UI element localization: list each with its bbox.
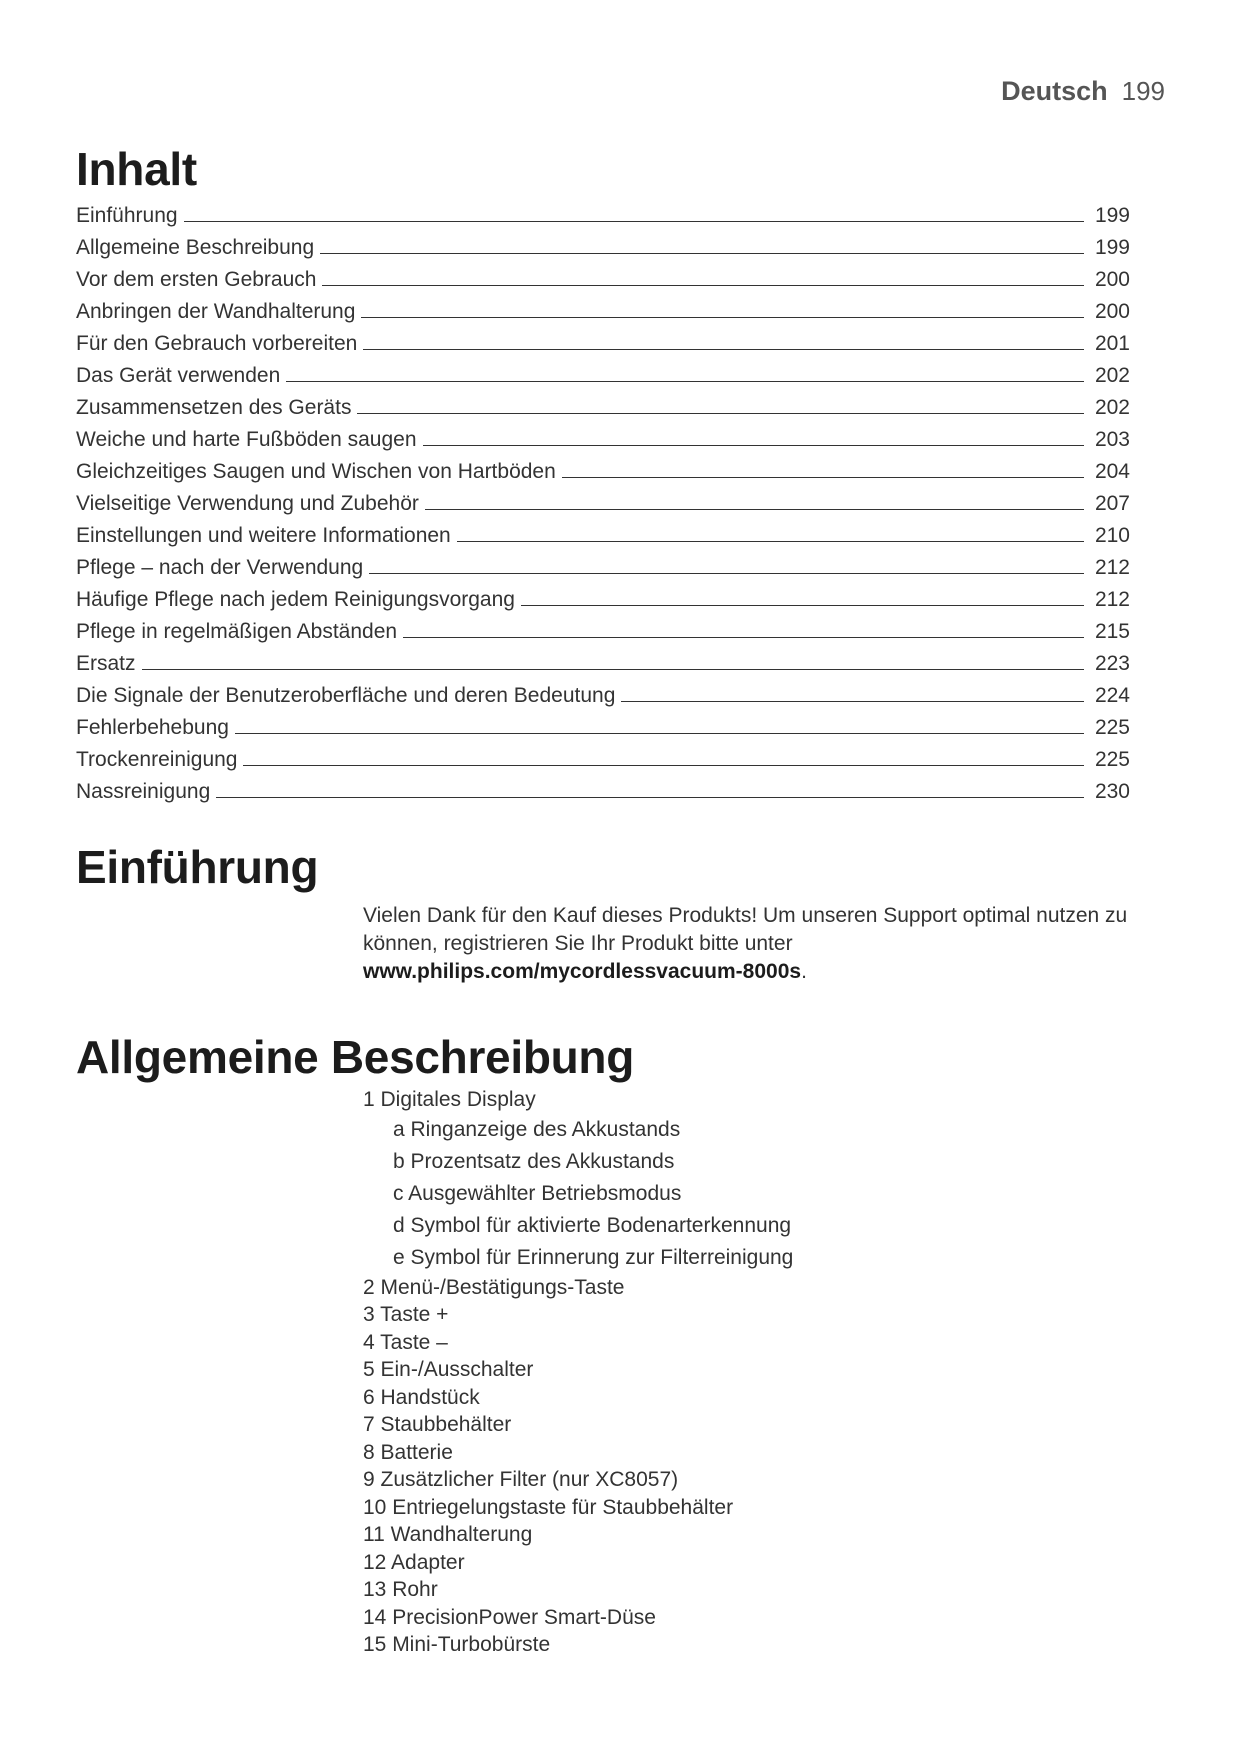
- toc-leader-line: [363, 348, 1084, 350]
- toc-leader-line: [369, 572, 1084, 574]
- toc-entry[interactable]: [76, 548, 1130, 580]
- description-subitem: d Symbol für aktivierte Bodenarterkennung: [393, 1213, 792, 1237]
- toc-leader-line: [521, 604, 1084, 606]
- toc-entry-label: Einstellungen und weitere Informationen: [76, 524, 451, 547]
- toc-entry[interactable]: [76, 228, 1130, 260]
- toc-entry-page: 200: [1094, 268, 1130, 291]
- toc-leader-line: [361, 316, 1084, 318]
- toc-entry-page: 199: [1094, 236, 1130, 259]
- url-suffix: .: [801, 960, 807, 983]
- intro-paragraph: [363, 902, 1163, 986]
- description-subitem: b Prozentsatz des Akkustands: [393, 1149, 675, 1173]
- toc-entry-page: 204: [1094, 460, 1130, 483]
- toc-entry-label: Vielseitige Verwendung und Zubehör: [76, 492, 419, 515]
- toc-leader-line: [457, 540, 1084, 542]
- description-item: 4 Taste –: [363, 1330, 448, 1354]
- description-item: 15 Mini-Turbobürste: [363, 1633, 551, 1656]
- toc-leader-line: [423, 444, 1084, 446]
- toc-entry-page: 207: [1094, 492, 1130, 515]
- toc-entry[interactable]: [76, 292, 1130, 324]
- toc-entry-page: 212: [1094, 588, 1130, 611]
- language-label: Deutsch: [1001, 76, 1108, 106]
- toc-entry-label: Anbringen der Wandhalterung: [76, 300, 356, 323]
- toc-entry-label: Gleichzeitiges Saugen und Wischen von Hartböden: [76, 460, 556, 483]
- toc-entry[interactable]: [76, 708, 1130, 740]
- toc-entry[interactable]: [76, 772, 1130, 804]
- toc-leader-line: [562, 476, 1084, 478]
- toc-leader-line: [322, 284, 1084, 286]
- toc-entry-label: Allgemeine Beschreibung: [76, 236, 315, 259]
- toc-entry-page: 215: [1094, 620, 1130, 643]
- toc-leader-line: [357, 412, 1084, 414]
- toc-entry-label: Das Gerät verwenden: [76, 364, 281, 387]
- toc-entry[interactable]: [76, 612, 1130, 644]
- toc-entry[interactable]: [76, 356, 1130, 388]
- toc-leader-line: [425, 508, 1084, 510]
- toc-entry-label: Für den Gebrauch vorbereiten: [76, 332, 358, 355]
- description-item: 12 Adapter: [363, 1550, 465, 1574]
- description-item: 7 Staubbehälter: [363, 1413, 512, 1436]
- toc-entry[interactable]: [76, 420, 1130, 452]
- toc-entry[interactable]: [76, 676, 1130, 708]
- page-number: 199: [1121, 76, 1165, 106]
- toc-entry-page: 200: [1094, 300, 1130, 323]
- description-item: 11 Wandhalterung: [363, 1523, 533, 1546]
- toc-entry-page: 210: [1094, 524, 1130, 547]
- toc-leader-line: [286, 380, 1084, 382]
- toc-entry-label: Pflege – nach der Verwendung: [76, 556, 364, 579]
- toc-entry-page: 203: [1094, 428, 1130, 451]
- toc-entry-page: 202: [1094, 396, 1130, 419]
- table-of-contents: [76, 196, 1130, 804]
- toc-entry[interactable]: [76, 324, 1130, 356]
- toc-entry-label: Trockenreinigung: [76, 748, 238, 771]
- toc-entry-page: 212: [1094, 556, 1130, 579]
- toc-entry[interactable]: [76, 644, 1130, 676]
- toc-leader-line: [235, 732, 1084, 734]
- toc-entry-page: 199: [1094, 204, 1130, 227]
- page-header: [1001, 76, 1165, 107]
- description-item: 1 Digitales Display: [363, 1088, 536, 1111]
- toc-entry-page: 230: [1094, 780, 1130, 803]
- toc-title: Inhalt: [76, 143, 197, 195]
- toc-leader-line: [243, 764, 1084, 766]
- description-item: 5 Ein-/Ausschalter: [363, 1358, 534, 1381]
- intro-text: Vielen Dank für den Kauf dieses Produkts! Um unseren Support optimal nutzen zu können, registrieren Sie Ihr Produkt bitte unter: [363, 904, 1128, 955]
- toc-entry-label: Ersatz: [76, 652, 136, 675]
- toc-entry-label: Die Signale der Benutzeroberfläche und deren Bedeutung: [76, 684, 616, 707]
- toc-entry[interactable]: [76, 516, 1130, 548]
- intro-title: Einführung: [76, 841, 319, 893]
- toc-entry-label: Häufige Pflege nach jedem Reinigungsvorgang: [76, 588, 515, 611]
- toc-entry-label: Weiche und harte Fußböden saugen: [76, 428, 417, 451]
- toc-leader-line: [320, 252, 1084, 254]
- toc-entry-page: 225: [1094, 748, 1130, 771]
- toc-entry[interactable]: [76, 260, 1130, 292]
- toc-entry-page: 223: [1094, 652, 1130, 675]
- toc-leader-line: [621, 700, 1084, 702]
- product-url-link[interactable]: www.philips.com/mycordlessvacuum-8000s: [363, 960, 802, 983]
- toc-entry-page: 201: [1094, 332, 1130, 355]
- toc-entry[interactable]: [76, 196, 1130, 228]
- description-item: 2 Menü-/Bestätigungs-Taste: [363, 1275, 625, 1299]
- toc-leader-line: [142, 668, 1084, 670]
- toc-entry-label: Pflege in regelmäßigen Abständen: [76, 620, 398, 643]
- toc-entry-label: Fehlerbehebung: [76, 716, 229, 739]
- description-item: 3 Taste +: [363, 1303, 449, 1326]
- toc-leader-line: [184, 220, 1084, 222]
- toc-entry[interactable]: [76, 580, 1130, 612]
- description-subitem: c Ausgewählter Betriebsmodus: [393, 1181, 682, 1205]
- toc-leader-line: [403, 636, 1084, 638]
- description-title: Allgemeine Beschreibung: [76, 1031, 635, 1083]
- toc-entry-label: Nassreinigung: [76, 780, 211, 803]
- description-item: 13 Rohr: [363, 1578, 438, 1601]
- description-item: 10 Entriegelungstaste für Staubbehälter: [363, 1495, 734, 1519]
- toc-entry-label: Zusammensetzen des Geräts: [76, 396, 352, 419]
- toc-entry[interactable]: [76, 740, 1130, 772]
- toc-entry-label: Vor dem ersten Gebrauch: [76, 268, 317, 291]
- toc-entry-label: Einführung: [76, 204, 178, 227]
- toc-leader-line: [216, 796, 1084, 798]
- description-subitem: a Ringanzeige des Akkustands: [393, 1117, 681, 1141]
- description-item: 14 PrecisionPower Smart-Düse: [363, 1605, 656, 1629]
- toc-entry[interactable]: [76, 452, 1130, 484]
- description-item: 9 Zusätzlicher Filter (nur XC8057): [363, 1468, 679, 1491]
- toc-entry[interactable]: [76, 388, 1130, 420]
- toc-entry[interactable]: [76, 484, 1130, 516]
- toc-entry-page: 224: [1094, 684, 1130, 707]
- toc-entry-page: 225: [1094, 716, 1130, 739]
- description-item: 8 Batterie: [363, 1440, 453, 1464]
- description-list: [363, 1086, 1163, 1659]
- description-subitem: e Symbol für Erinnerung zur Filterreinigung: [393, 1245, 794, 1269]
- description-item: 6 Handstück: [363, 1385, 480, 1409]
- toc-entry-page: 202: [1094, 364, 1130, 387]
